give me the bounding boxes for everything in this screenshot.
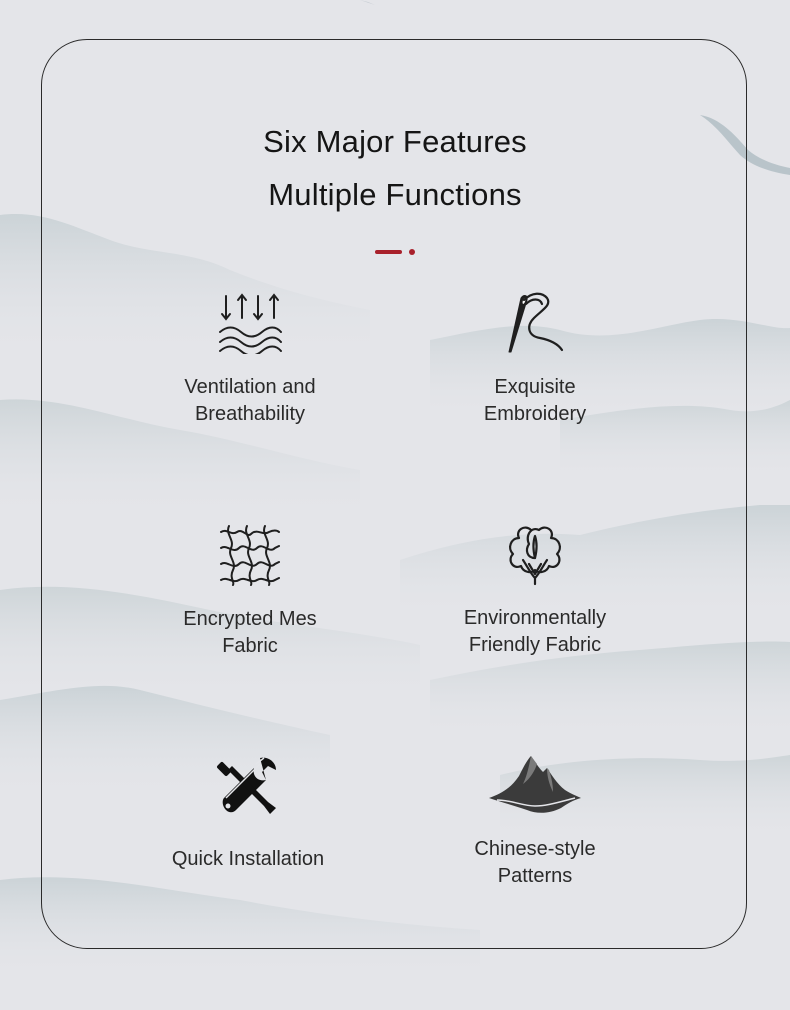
feature-label: Encrypted Mes Fabric bbox=[183, 608, 317, 657]
feature-installation bbox=[128, 754, 368, 873]
title-divider bbox=[375, 249, 415, 255]
feature-label: Environmentally Friendly Fabric bbox=[463, 607, 607, 656]
cotton-flower-icon bbox=[503, 522, 567, 586]
feature-embroidery bbox=[415, 292, 655, 428]
page-title-line-2: Multiple Functions bbox=[268, 177, 522, 212]
feature-label: Ventilation and Breathability bbox=[184, 376, 316, 425]
mesh-fabric-icon bbox=[219, 524, 281, 586]
feature-label: Exquisite Embroidery bbox=[483, 376, 587, 425]
feature-chinese-patterns bbox=[415, 754, 655, 890]
feature-ventilation bbox=[130, 292, 370, 428]
airflow-waves-icon bbox=[217, 292, 283, 354]
mountain-icon bbox=[487, 754, 583, 816]
divider-dot bbox=[409, 249, 415, 255]
feature-label: Chinese-style Patterns bbox=[474, 838, 596, 887]
divider-dash bbox=[375, 250, 402, 254]
feature-mesh bbox=[130, 524, 370, 660]
needle-thread-icon bbox=[502, 292, 568, 356]
feature-label: Quick Installation bbox=[171, 848, 325, 870]
wrench-screwdriver-icon bbox=[216, 754, 280, 818]
feature-eco-fabric bbox=[415, 522, 655, 659]
page-title-line-1: Six Major Features bbox=[263, 124, 527, 159]
